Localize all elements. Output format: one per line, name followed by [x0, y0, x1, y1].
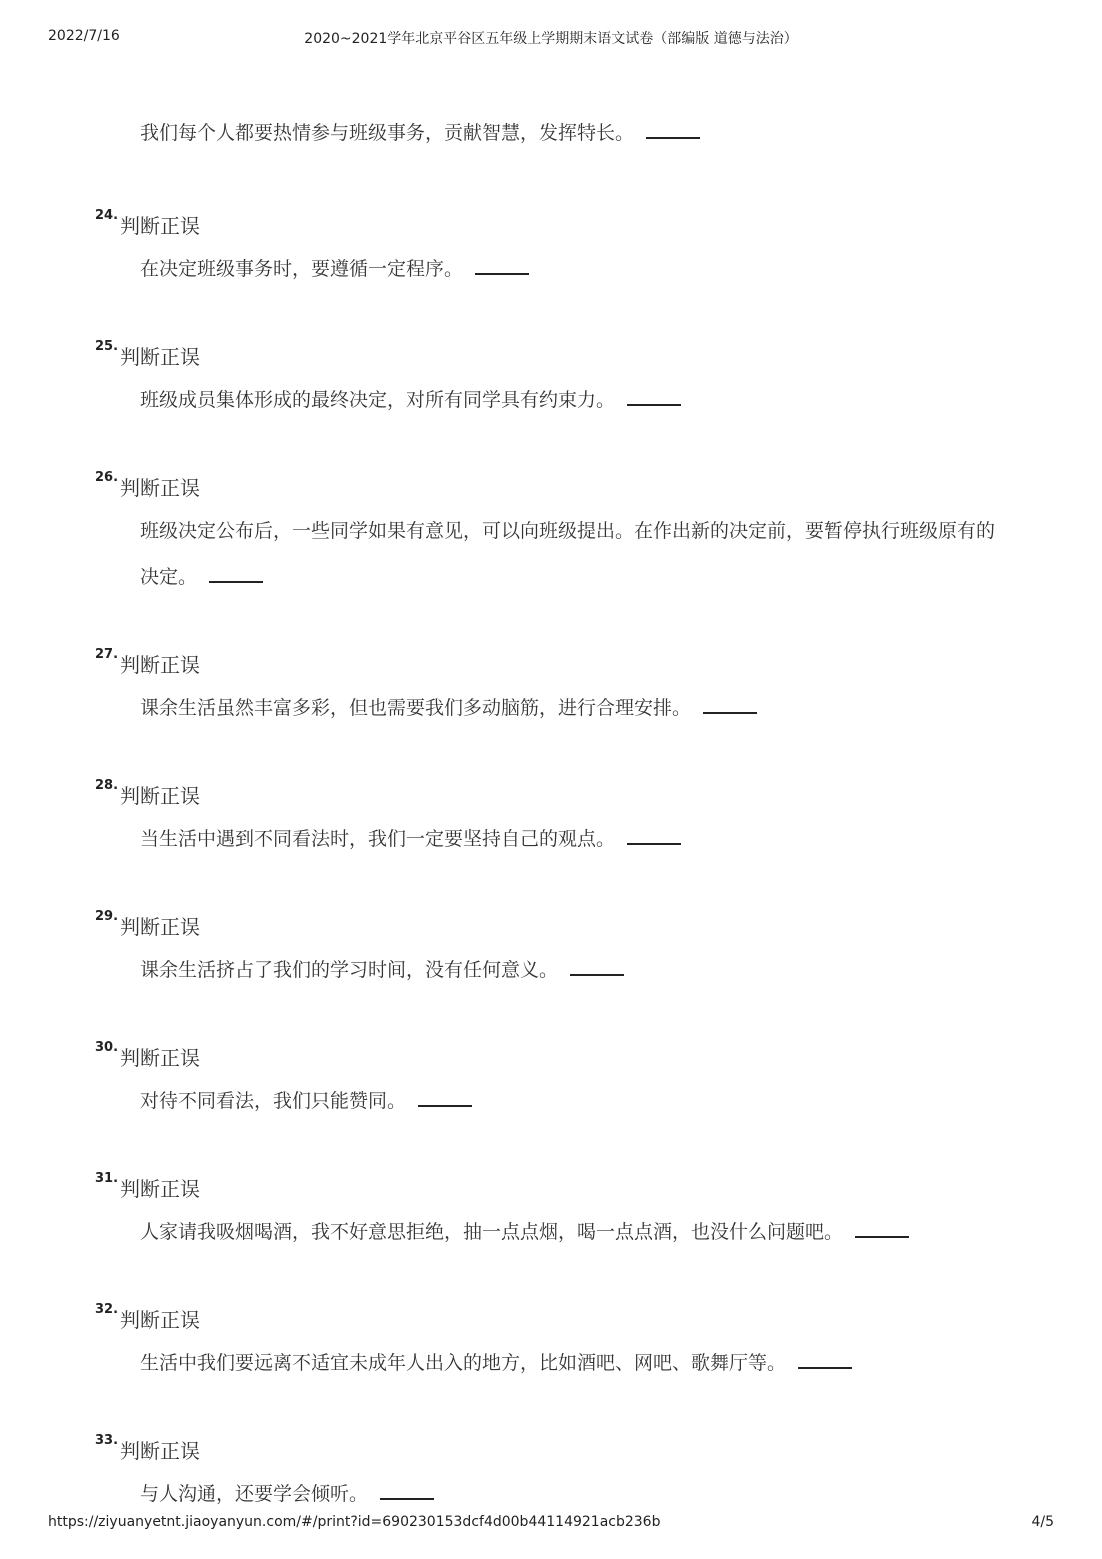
question-number: 29.	[95, 909, 119, 924]
question-type: 判断正误	[120, 345, 200, 369]
page-url: https://ziyuanyetnt.jiaoyanyun.com/#/print?id=690230153dcf4d00b44114921acb236b	[48, 1514, 661, 1530]
question-stem-text: 当生活中遇到不同看法时，我们一定要坚持自己的观点。	[140, 828, 616, 850]
question-number: 30.	[95, 1040, 119, 1055]
question-stem-text: 与人沟通，还要学会倾听。	[140, 1483, 369, 1505]
question-header	[95, 1040, 1102, 1072]
question-25	[0, 339, 1102, 423]
print-header	[0, 28, 1102, 50]
question-header	[95, 470, 1102, 502]
question-stem-text: 课余生活挤占了我们的学习时间，没有任何意义。	[140, 959, 559, 981]
answer-blank[interactable]	[380, 1497, 434, 1500]
question-stem	[140, 1471, 1000, 1517]
answer-blank[interactable]	[627, 842, 681, 845]
question-header	[95, 1433, 1102, 1465]
question-stem-text: 生活中我们要远离不适宜未成年人出入的地方，比如酒吧、网吧、歌舞厅等。	[140, 1352, 787, 1374]
question-23-continued-stem	[140, 110, 1000, 156]
question-stem-text: 对待不同看法，我们只能赞同。	[140, 1090, 407, 1112]
answer-blank[interactable]	[703, 711, 757, 714]
answer-blank[interactable]	[209, 580, 263, 583]
question-stem	[140, 377, 1000, 423]
question-header	[95, 1171, 1102, 1203]
answer-blank[interactable]	[646, 136, 700, 139]
question-stem	[140, 947, 1000, 993]
question-header	[95, 778, 1102, 810]
question-stem-text: 在决定班级事务时，要遵循一定程序。	[140, 258, 464, 280]
question-number: 31.	[95, 1171, 119, 1186]
question-28	[0, 778, 1102, 862]
question-stem	[140, 1209, 1000, 1255]
question-stem-text: 我们每个人都要热情参与班级事务，贡献智慧，发挥特长。	[140, 122, 635, 144]
answer-blank[interactable]	[570, 973, 624, 976]
question-stem-text: 班级决定公布后，一些同学如果有意见，可以向班级提出。在作出新的决定前，要暂停执行班级原有的决定。	[140, 520, 996, 588]
question-30	[0, 1040, 1102, 1124]
question-number: 33.	[95, 1433, 119, 1448]
question-31	[0, 1171, 1102, 1255]
answer-blank[interactable]	[798, 1366, 852, 1369]
question-27	[0, 647, 1102, 731]
question-number: 27.	[95, 647, 119, 662]
answer-blank[interactable]	[855, 1235, 909, 1238]
question-header	[95, 208, 1102, 240]
answer-blank[interactable]	[418, 1104, 472, 1107]
question-type: 判断正误	[120, 1046, 200, 1070]
question-33	[0, 1433, 1102, 1517]
question-type: 判断正误	[120, 915, 200, 939]
question-29	[0, 909, 1102, 993]
question-stem-text: 课余生活虽然丰富多彩，但也需要我们多动脑筋，进行合理安排。	[140, 697, 692, 719]
question-stem	[140, 508, 1000, 600]
answer-blank[interactable]	[475, 272, 529, 275]
question-header	[95, 647, 1102, 679]
answer-blank[interactable]	[627, 403, 681, 406]
question-header	[95, 909, 1102, 941]
question-24	[0, 208, 1102, 292]
question-stem-text: 人家请我吸烟喝酒，我不好意思拒绝，抽一点点烟，喝一点点酒，也没什么问题吧。	[140, 1221, 844, 1243]
question-32	[0, 1302, 1102, 1386]
question-number: 28.	[95, 778, 119, 793]
question-header	[95, 339, 1102, 371]
question-stem-text: 班级成员集体形成的最终决定，对所有同学具有约束力。	[140, 389, 616, 411]
question-number: 26.	[95, 470, 119, 485]
question-type: 判断正误	[120, 1177, 200, 1201]
question-number: 32.	[95, 1302, 119, 1317]
question-stem	[140, 816, 1000, 862]
question-type: 判断正误	[120, 476, 200, 500]
question-26	[0, 470, 1102, 600]
question-number: 25.	[95, 339, 119, 354]
print-date: 2022/7/16	[48, 28, 120, 44]
print-footer	[0, 1514, 1102, 1536]
question-stem	[140, 685, 1000, 731]
question-number: 24.	[95, 208, 119, 223]
question-type: 判断正误	[120, 784, 200, 808]
question-header	[95, 1302, 1102, 1334]
question-stem	[140, 1340, 1000, 1386]
question-type: 判断正误	[120, 1308, 200, 1332]
exam-content	[0, 110, 1102, 1517]
question-stem	[140, 246, 1000, 292]
question-stem	[140, 1078, 1000, 1124]
page-number: 4/5	[1031, 1514, 1054, 1530]
question-type: 判断正误	[120, 653, 200, 677]
document-title: 2020~2021学年北京平谷区五年级上学期期末语文试卷（部编版 道德与法治）	[304, 31, 798, 47]
question-type: 判断正误	[120, 1439, 200, 1463]
question-type: 判断正误	[120, 214, 200, 238]
